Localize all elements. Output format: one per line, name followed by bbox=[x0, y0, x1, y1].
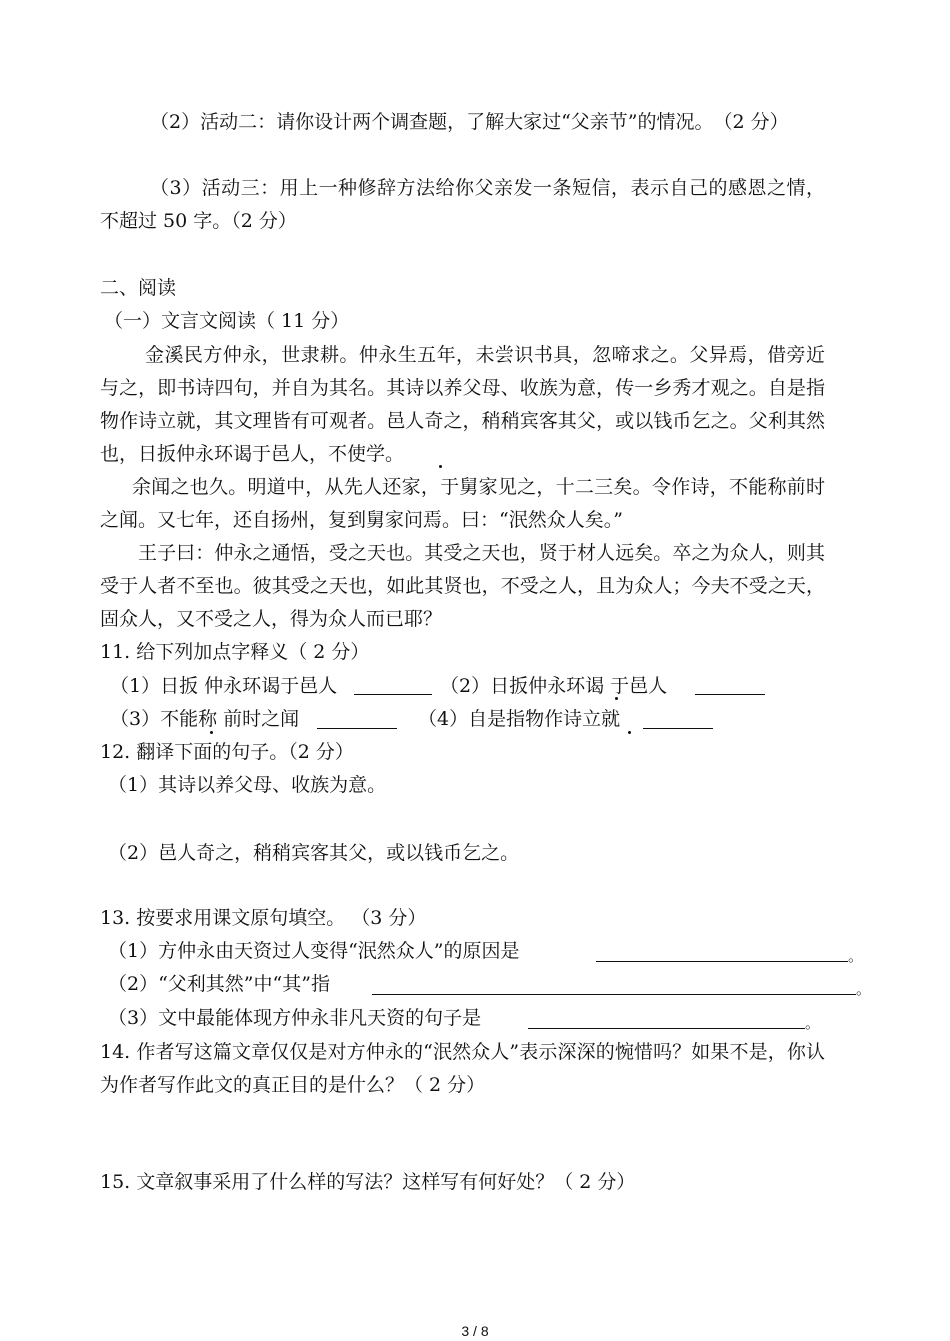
answer-blank-11-2[interactable] bbox=[695, 694, 765, 695]
answer-blank-13-2[interactable] bbox=[372, 994, 856, 995]
answer-blank-13-1[interactable] bbox=[596, 961, 848, 962]
sentence-end-mark: 。 bbox=[856, 980, 872, 998]
emphasis-dot bbox=[615, 697, 618, 700]
emphasis-dot bbox=[439, 465, 442, 468]
question-11: 11. 给下列加点字释义（ 2 分） bbox=[100, 641, 370, 663]
emphasis-dot bbox=[628, 731, 631, 734]
answer-blank-11-3[interactable] bbox=[317, 728, 397, 729]
question-11-item-2: （2）日扳仲永环谒 于邑人 bbox=[440, 675, 668, 697]
question-13-item-2: （2）“父利其然”中“其”指 bbox=[108, 973, 330, 995]
passage-paragraph-2: 余闻之也久。明道中，从先人还家，于舅家见之，十二三矣。令作诗，不能称前时之闻。又七年，还自扬州，复到舅家问焉。曰：“泯然众人矣。” bbox=[100, 476, 825, 531]
answer-blank-11-1[interactable] bbox=[354, 694, 432, 695]
question-12: 12. 翻译下面的句子。（2 分） bbox=[100, 741, 354, 763]
question-14: 14. 作者写这篇文章仅仅是对方仲永的“泯然众人”表示深深的惋惜吗？如果不是，你认为作者写作此文的真正目的是什么？（ 2 分） bbox=[100, 1041, 825, 1096]
passage-paragraph-1: 金溪民方仲永，世隶耕。仲永生五年，未尝识书具，忽啼求之。父异焉，借旁近与之，即书诗四句，并自为其名。其诗以养父母、收族为意，传一乡秀才观之。自是指物作诗立就，其文理皆有可观者。邑人奇之，稍稍宾客其父，或以钱币乞之。父利其然也，日扳仲永环谒于邑人，不使学。 bbox=[100, 344, 825, 465]
question-13: 13. 按要求用课文原句填空。 （3 分） bbox=[100, 907, 427, 929]
question-11-item-1: （1）日扳 仲永环谒于邑人 bbox=[110, 675, 338, 697]
answer-blank-11-4[interactable] bbox=[643, 728, 713, 729]
passage-paragraph-3: 王子曰：仲永之通悟，受之天也。其受之天也，贤于材人远矣。卒之为众人，则其受于人者不至也。彼其受之天也，如此其贤也，不受之人，且为众人；今夫不受之天，固众人，又不受之人，得为众人而已耶？ bbox=[100, 542, 825, 630]
question-13-item-1: （1）方仲永由天资过人变得“泯然众人”的原因是 bbox=[108, 940, 520, 962]
sentence-end-mark: 。 bbox=[805, 1014, 821, 1032]
question-12-item-1: （1）其诗以养父母、收族为意。 bbox=[108, 774, 387, 796]
question-12-item-2: （2）邑人奇之，稍稍宾客其父，或以钱币乞之。 bbox=[108, 842, 520, 864]
question-activity-2: （2）活动二：请你设计两个调查题，了解大家过“父亲节”的情况。 （2 分） bbox=[150, 111, 789, 133]
question-11-item-3: （3）不能称 前时之闻 bbox=[110, 708, 300, 730]
question-activity-3: （3）活动三：用上一种修辞方法给你父亲发一条短信，表示自己的感恩之情，不超过 50 字。（2 分） bbox=[100, 177, 825, 232]
sentence-end-mark: 。 bbox=[848, 947, 864, 965]
section-heading-reading: 二、阅读 bbox=[100, 277, 177, 299]
subsection-heading-classical: （一）文言文阅读（ 11 分） bbox=[104, 310, 350, 332]
question-15: 15. 文章叙事采用了什么样的写法？这样写有何好处？（ 2 分） bbox=[100, 1171, 636, 1193]
question-11-item-4: （4）自是指物作诗立就 bbox=[418, 708, 621, 730]
emphasis-dot bbox=[210, 731, 213, 734]
page-number: 3 / 8 bbox=[461, 1323, 489, 1339]
answer-blank-13-3[interactable] bbox=[528, 1028, 805, 1029]
question-13-item-3: （3）文中最能体现方仲永非凡天资的句子是 bbox=[108, 1007, 482, 1029]
